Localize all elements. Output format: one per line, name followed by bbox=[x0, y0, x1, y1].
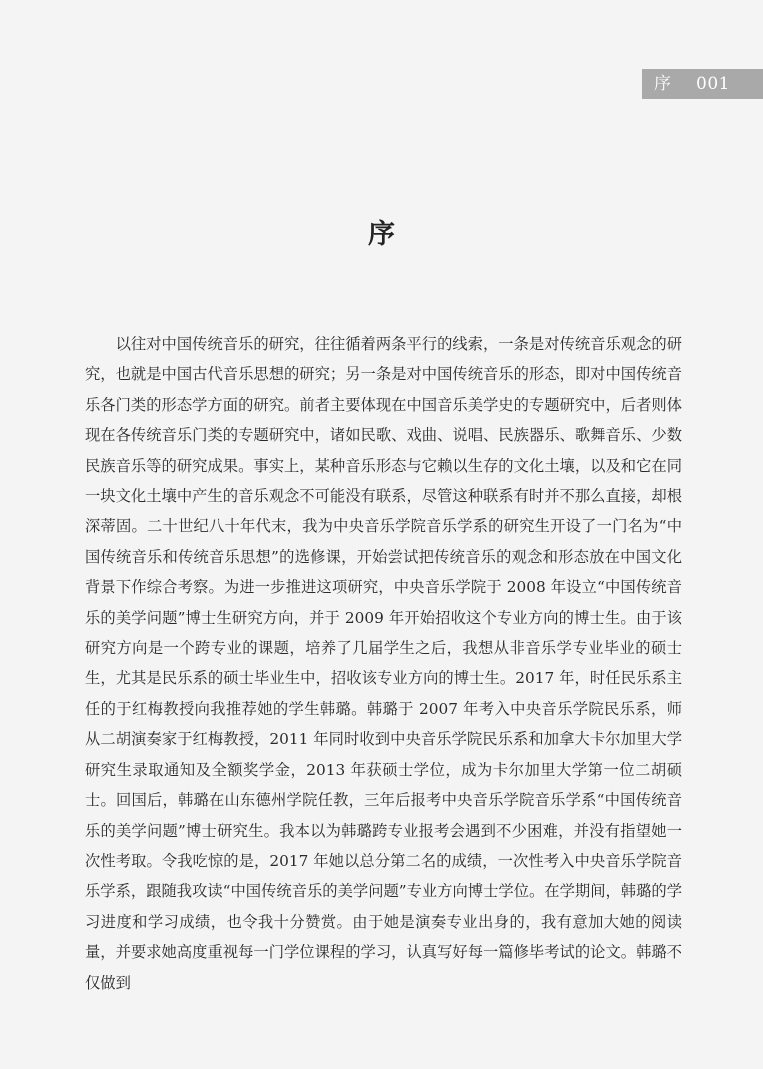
page-number: 001 bbox=[696, 74, 730, 94]
body-paragraph: 以往对中国传统音乐的研究，往往循着两条平行的线索，一条是对传统音乐观念的研究，也就是中国古代音乐思想的研究；另一条是对中国传统音乐的形态，即对中国传统音乐各门类的形态学方面的研究。前者主要体现在中国音乐美学史的专题研究中，后者则体现在各传统音乐门类的专题研究中，诸如民歌、戏曲、说唱、民族器乐、歌舞音乐、少数民族音乐等的研究成果。事实上，某种音乐形态与它赖以生存的文化土壤，以及和它在同一块文化土壤中产生的音乐观念不可能没有联系，尽管这种联系有时并不那么直接，却根深蒂固。二十世纪八十年代末，我为中央音乐学院音乐学系的研究生开设了一门名为“中国传统音乐和传统音乐思想”的选修课，开始尝试把传统音乐的观念和形态放在中国文化背景下作综合考察。为进一步推进这项研究，中央音乐学院于 2008 年设立“中国传统音乐的美学问题”博士生研究方向，并于 2009 年开始招收这个专业方向的博士生。由于该研究方向是一个跨专业的课题，培养了几届学生之后，我想从非音乐学专业毕业的硕士生，尤其是民乐系的硕士毕业生中，招收该专业方向的博士生。2017 年，时任民乐系主任的于红梅教授向我推荐她的学生韩璐。韩璐于 2007 年考入中央音乐学院民乐系，师从二胡演奏家于红梅教授，2011 年同时收到中央音乐学院民乐系和加拿大卡尔加里大学研究生录取通知及全额奖学金，2013 年获硕士学位，成为卡尔加里大学第一位二胡硕士。回国后，韩璐在山东德州学院任教，三年后报考中央音乐学院音乐学系“中国传统音乐的美学问题”博士研究生。我本以为韩璐跨专业报考会遇到不少困难，并没有指望她一次性考取。令我吃惊的是，2017 年她以总分第二名的成绩，一次性考入中央音乐学院音乐学系，跟随我攻读“中国传统音乐的美学问题”专业方向博士学位。在学期间，韩璐的学习进度和学习成绩，也令我十分赞赏。由于她是演奏专业出身的，我有意加大她的阅读量，并要求她高度重视每一门学位课程的学习，认真写好每一篇修毕考试的论文。韩璐不仅做到 bbox=[85, 335, 682, 992]
chapter-title: 序 bbox=[368, 219, 395, 250]
running-header bbox=[642, 69, 763, 99]
running-header-section: 序 bbox=[654, 74, 671, 94]
